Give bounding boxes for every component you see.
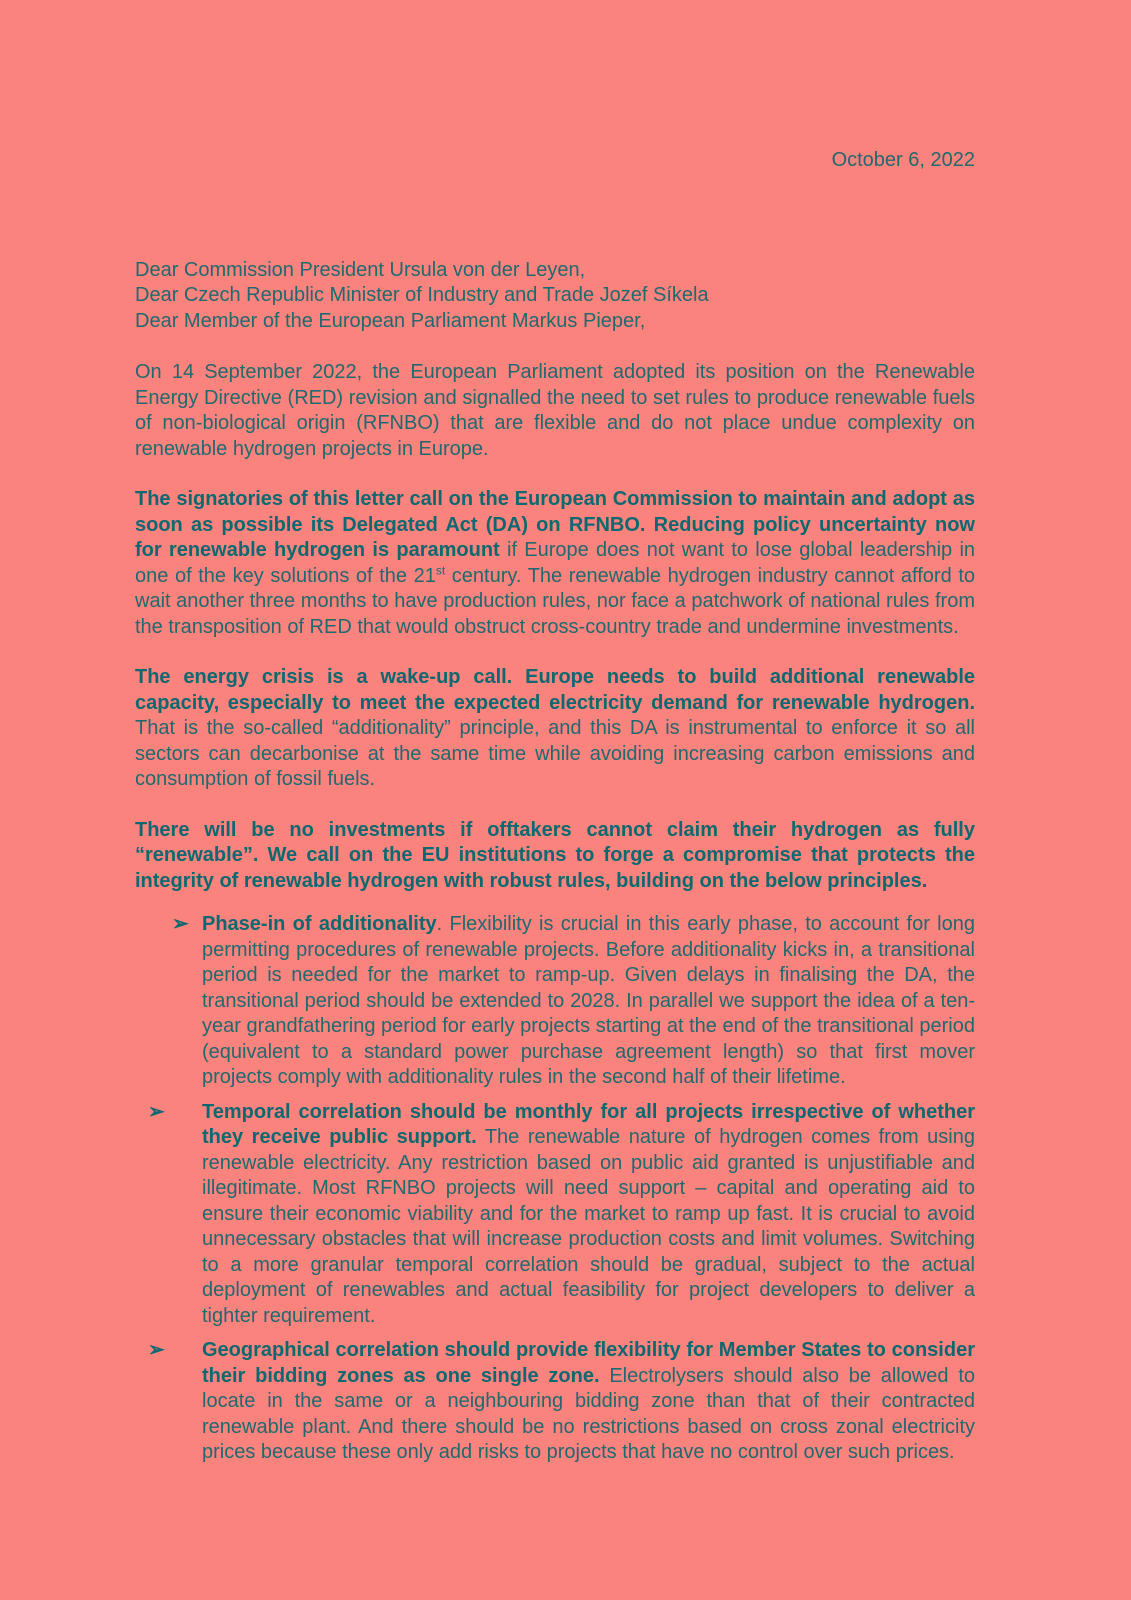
bullet-phase-in-text: . Flexibility is crucial in this early phase, to account for long permitting procedures of renewable projects. Before additionality kicks in, a transitional period is needed for the market to ramp-up. Given delays in finalising the DA, the transitional period should be extended to 2028. In parallel we support the idea of a ten-year grandfathering period for early projects starting at the end of the transitional period (equivalent to a standard power purchase agreement length) so that first mover projects comply with additionality rules in the second half of their lifetime. <box>202 913 975 1088</box>
paragraph-intro-text: On 14 September 2022, the European Parliament adopted its position on the Renewable Energy Directive (RED) revision and signalled the need to set rules to produce renewable fuels of non-biological origin (RFNBO) that are flexible and do not place undue complexity on renewable hydrogen projects in Europe. <box>135 361 975 460</box>
paragraph-signatories-bold: The signatories of this letter call on the European Commission to maintain and adopt as soon as possible its Delegated Act (DA) on RFNBO. Reducing policy uncertainty now for renewable hydrogen is paramount <box>135 488 975 561</box>
bullet-geographical-correlation <box>135 1338 975 1466</box>
salutation-line-3: Dear Member of the European Parliament Markus Pieper, <box>135 309 646 332</box>
bullet-geographical-correlation-bold: Geographical correlation should provide flexibility for Member States to consider their bidding zones as one single zone. <box>202 1339 975 1387</box>
salutation-line-2: Dear Czech Republic Minister of Industry and Trade Jozef Síkela <box>135 284 709 306</box>
bullet-phase-in <box>135 912 975 1091</box>
bullet-temporal-correlation-text: The renewable nature of hydrogen comes from using renewable electricity. Any restriction based on public aid granted is unjustifiable and illegitimate. Most RFNBO projects will need support – capital and operating aid to ensure their economic viability and for the market to ramp up fast. It is crucial to avoid unnecessary obstacles that will increase production costs and limit volumes. Switching to a more granular temporal correlation should be gradual, subject to the actual deployment of renewables and actual feasibility for project developers to deliver a tighter requirement. <box>202 1126 975 1327</box>
paragraph-investments <box>135 818 975 895</box>
salutation-line-1: Dear Commission President Ursula von der Leyen, <box>135 258 586 281</box>
arrowhead-bullet-icon: ➢ <box>148 1100 165 1123</box>
paragraph-energy-crisis <box>135 665 975 793</box>
paragraph-investments-bold: There will be no investments if offtakers cannot claim their hydrogen as fully “renewable”. We call on the EU institutions to forge a compromise that protects the integrity of renewable hydrogen with robust rules, building on the below principles. <box>135 818 975 892</box>
letter-date: October 6, 2022 <box>831 149 975 171</box>
paragraph-signatories-text-b: century. The renewable hydrogen industry cannot afford to wait another three months to have production rules, nor face a patchwork of national rules from the transposition of RED that would obstruct cross-country trade and undermine investments. <box>135 564 975 638</box>
principles-list <box>135 912 975 1466</box>
paragraph-intro <box>135 360 975 462</box>
paragraph-signatories-text-a: if Europe does not want to lose global leadership in one of the key solutions of the 21 <box>135 539 976 587</box>
arrowhead-bullet-icon: ➢ <box>172 913 189 935</box>
paragraph-energy-crisis-text: That is the so-called “additionality” principle, and this DA is instrumental to enforce it so all sectors can decarbonise at the same time while avoiding increasing carbon emissions and consumption of fossil fuels. <box>135 717 975 790</box>
paragraph-signatories <box>135 487 975 640</box>
bullet-phase-in-bold: Phase-in of additionality <box>202 913 437 935</box>
bullet-temporal-correlation-bold: Temporal correlation should be monthly for all projects irrespective of whether they receive public support. <box>202 1100 975 1148</box>
salutation-block <box>135 258 975 335</box>
paragraph-energy-crisis-bold: The energy crisis is a wake-up call. Europe needs to build additional renewable capacity, especially to meet the expected electricity demand for renewable hydrogen. <box>135 666 975 714</box>
arrowhead-bullet-icon: ➢ <box>148 1339 165 1361</box>
bullet-geographical-correlation-text: Electrolysers should also be allowed to locate in the same or a neighbouring bidding zone than that of their contracted renewable plant. And there should be no restrictions based on cross zonal electricity prices because these only add risks to projects that have no control over such prices. <box>202 1364 976 1463</box>
bullet-temporal-correlation <box>135 1100 975 1330</box>
ordinal-superscript: st <box>435 562 446 577</box>
